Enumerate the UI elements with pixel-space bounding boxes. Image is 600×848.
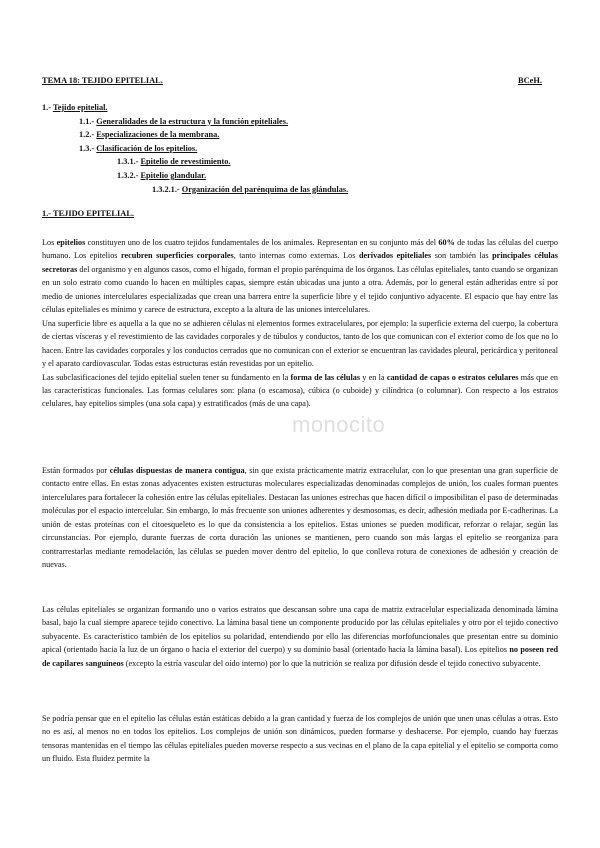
text-run: Las subclasificaciones del tejido epitelial suelen tener su fundamento en la [42,372,291,382]
toc-label: Tejido epitelial. [52,103,108,112]
toc-item [42,115,348,129]
bold-text: no poseen red de capilares sanguíneos [42,645,559,668]
toc-item [42,183,348,197]
toc-number: 1.3.2.1.- [152,184,180,194]
bold-text: epitelios [56,238,86,247]
paragraph-text: Una superficie libre es aquella a la que no se adhieren células ni elementos formes extracelulares, por ejemplo: la superficie externa del cuerpo, la cobertura de ciertas vísceras y el revestimiento de las cavidades corporales y de túbulos y conductos, tanto de los que comunican con el exterior como de los que no lo hacen. Entre las cavidades corporales y los conductos cerrados que no comunican con el exterior se encuentran las cavidades pleural, pericárdica y peritoneal y el aparato cardiovascular. Todas estas estructuras están revestidas por un epitelio. [42,318,558,369]
toc-number: 1.- [42,103,51,112]
text-run: Las células epiteliales se organizan formando uno o varios estratos que descansan sobre una capa de matriz extracelular especializada denominada lámina basal, bajo la cual siempre aparece tejido conectivo. La lámina basal tiene un componente producido por las células epiteliales y otro por el tejido conectivo subyacente. Es característico también de los epitelios su polaridad, entendiendo por ello las diferencias morfofuncionales que presentan entre su dominio apical (orientado hacia la luz de un órgano o hacia el exterior del cuerpo) y su dominio basal (orientado hacia la lámina basal). Los epitelios [42,605,558,655]
toc-item [42,128,348,142]
text-run: Los [42,238,57,247]
bold-text: 60% [438,238,455,247]
bold-text: recubren superficies corporales [121,251,234,261]
bold-text: derivados epiteliales [358,251,432,261]
section-heading: 1.- TEJIDO EPITELIAL. [42,209,134,218]
text-run: constituyen uno de los cuatro tejidos fundamentales de los animales. Representan en su conjunto más del [85,238,439,247]
toc-item [42,142,348,156]
paragraph-intro [42,236,558,411]
toc-item [42,169,348,183]
paragraph-text [42,236,558,317]
document-title: TEMA 18: TEJIDO EPITELIAL. [42,76,163,85]
bold-text: principales células secretoras [42,251,558,274]
text-run: (excepto la estría vascular del oído interno) por lo que la nutrición se realiza por difusión desde el tejido conectivo subyacente. [123,658,541,668]
toc-number: 1.2.- [79,130,95,140]
toc-number: 1.3.1.- [117,157,139,167]
toc-label: Epitelio de revestimiento. [140,157,231,167]
toc-item [42,101,348,115]
text-run: de todas las células del cuerpo humano. Los epitelios [42,238,558,261]
paragraph-cells [42,464,558,572]
text-run: son también las [431,251,493,261]
toc-label: Organización del parénquima de las glándulas. [181,184,349,194]
paragraph-text [42,371,558,411]
paragraph-text [42,464,558,572]
text-run: , sin que exista prácticamente matriz extracelular, con lo que presentan una gran superficie de contacto entre ellas. En estas zonas adyacentes existen estructuras moleculares especializadas denominadas complejos de unión, los cuales forman puentes intercelulares para fortalecer la cohesión entre las células epiteliales. Destacan las uniones estrechas que hacen difícil o imposibilitan el paso de determinadas moléculas por el espacio intercelular. Sin embargo, lo más frecuente son uniones adherentes y desmosomas, es decir, adhesión mediada por E-cadherinas. La unión de estas proteínas con el citoesqueleto es lo que da consistencia a los epitelios. Estas uniones se pueden modificar, reforzar o relajar, según las circunstancias. Por ejemplo, durante fuerzas de corta duración las uniones se mantienen, pero cuando son más largas el epitelio se reorganiza para contrarrestarlas mediante remodelación, las células se pueden mover dentro del epitelio, lo que conlleva rotura de conexiones de adhesión y creación de nuevas. [42,466,559,570]
toc-item [42,155,348,169]
watermark-logo: monocito [292,412,386,437]
paragraph-dynamics [42,712,558,766]
toc-label: Generalidades de la estructura y la función epiteliales. [96,116,289,126]
bold-text: forma de las células [290,372,361,382]
page-header [42,76,562,85]
table-of-contents [42,101,348,196]
document-author: BCeH. [518,76,542,85]
text-run: y en la [360,372,387,382]
text-run: más que en las características funcionales. Las formas celulares son: plana (o escamosa), cúbica (o cuboide) y cilíndrica (o columnar). Con respecto a los estratos celulares, hay epitelios simples (una sola capa) y estratificados (más de una capa). [42,372,558,409]
text-run: , tanto internas como externas. Los [233,251,359,261]
toc-label: Clasificación de los epitelios. [96,143,198,153]
toc-number: 1.3.- [79,143,95,153]
toc-label: Epitelio glandular. [140,170,207,180]
bold-text: cantidad de capas o estratos celulares [386,372,519,382]
bold-text: células dispuestas de manera contigua [109,466,245,475]
toc-label: Especializaciones de la membrana. [96,130,220,140]
paragraph-text [42,603,558,670]
text-run: del organismo y en algunos casos, como el hígado, forman el propio parénquima de los órganos. Las células epiteliales, tanto cuando se organizan en un solo estrato como cuando lo hacen en múltiples capas, siempre están ubicadas una junto a otra. Además, por lo general están adheridas entre sí por medio de uniones intercelulares especializadas que crean una barrera entre la superficie libre y el tejido conjuntivo adyacente. El espacio que hay entre las células epiteliales es mínimo y carece de estructura, excepto a la altura de las uniones intercelulares. [42,264,558,315]
toc-number: 1.3.2.- [117,170,139,180]
toc-number: 1.1.- [79,116,95,126]
paragraph-basal-lamina [42,603,558,670]
paragraph-text: Se podría pensar que en el epitelio las células están estáticas debido a la gran cantidad y fuerza de los complejos de unión que unen unas células a otras. Esto no es así, al menos no en todos los epitelios. Los complejos de unión son dinámicos, pueden formarse y deshacerse. Por ejemplo, cuando hay fuerzas tensoras mantenidas en el tiempo las células epiteliales pueden moverse respecto a sus vecinas en el plano de la capa epitelial y el epitelio se comporta como un fluido. Esta fluidez permite la [42,714,558,764]
text-run: Están formados por [42,466,110,475]
